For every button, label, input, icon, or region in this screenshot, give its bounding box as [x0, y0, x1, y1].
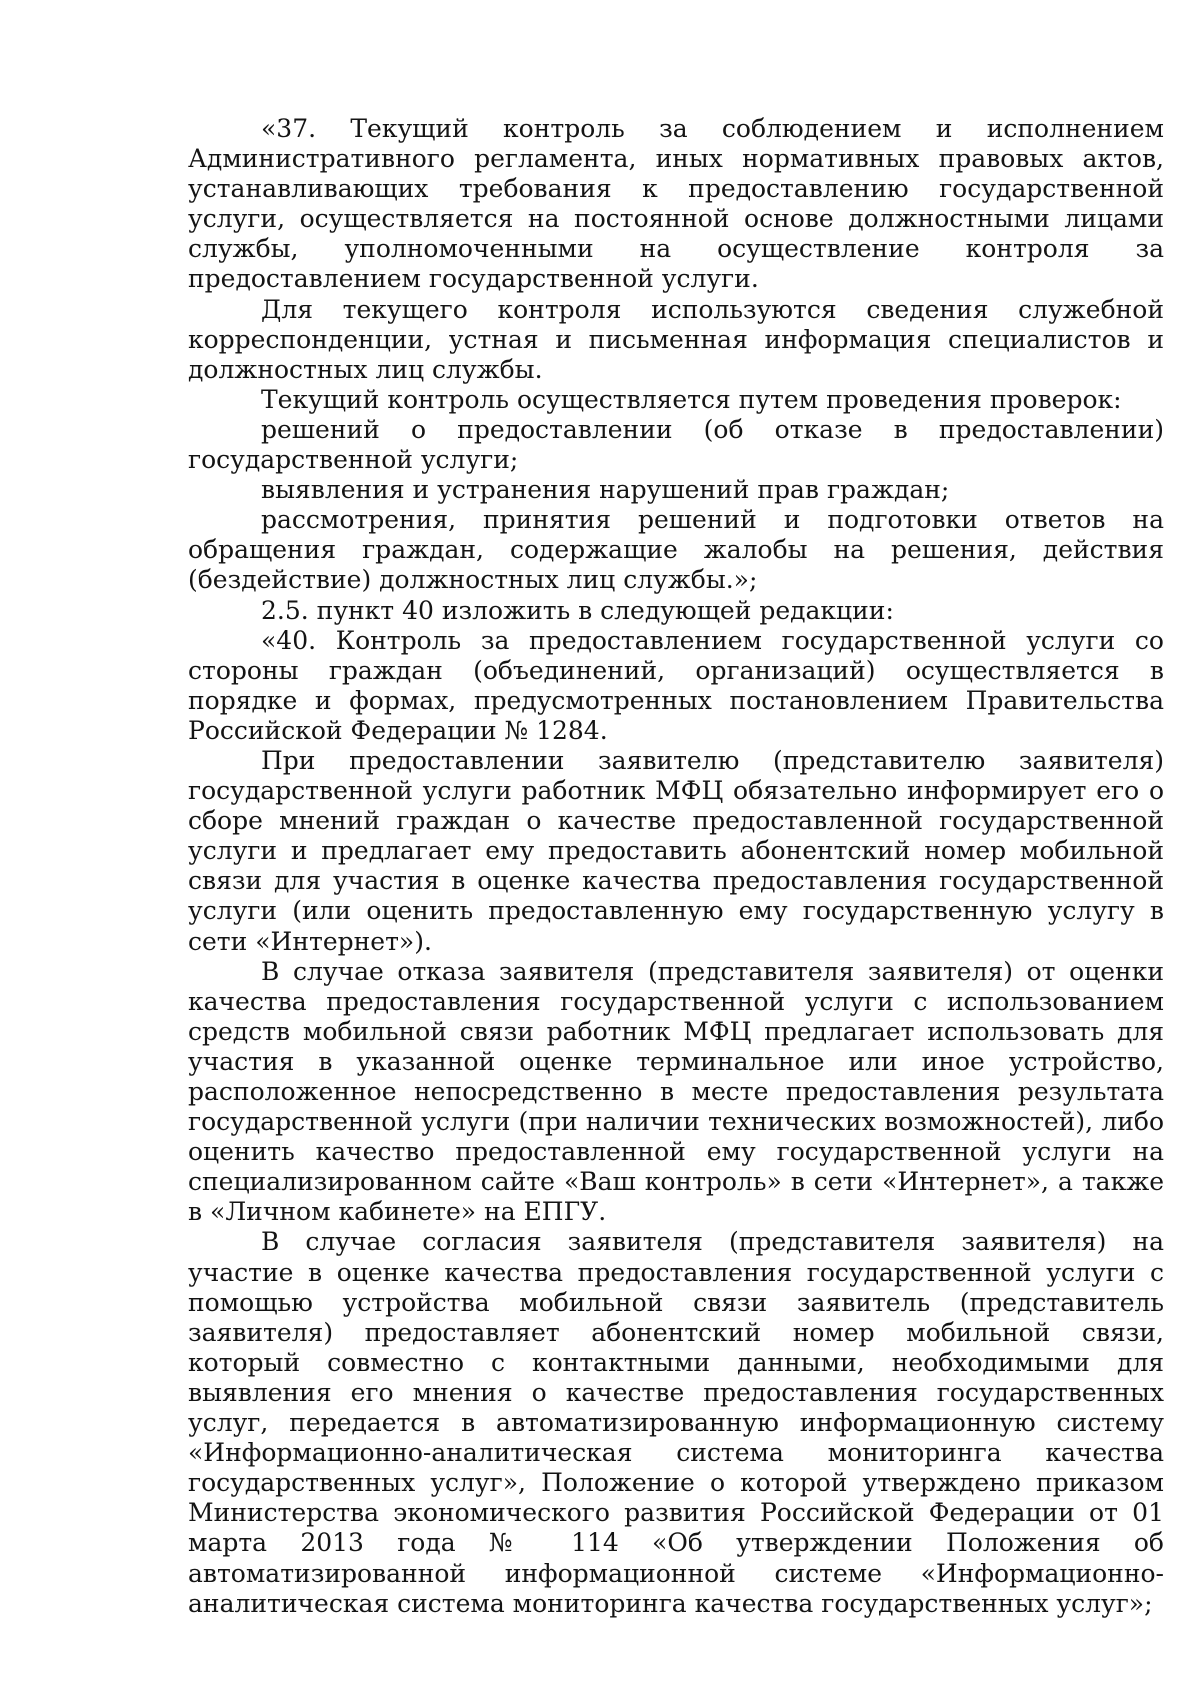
paragraph-check-violations: выявления и устранения нарушений прав граждан; [261, 475, 950, 505]
paragraph-current-control-sources: Для текущего контроля используются сведения служебной корреспонденции, устная и письменная информация специалистов и должностных лиц службы. [188, 294, 1164, 384]
paragraph-check-decisions: решений о предоставлении (об отказе в предоставлении) государственной услуги; [188, 414, 1164, 475]
document-page [188, 114, 1164, 1619]
paragraph-consent-case: В случае согласия заявителя (представителя заявителя) на участие в оценке качества предоставления государственной услуги с помощью устройства мобильной связи заявитель (представитель заявителя) предоставляет абонентский номер мобильной связи, который совместно с контактными данными, необходимыми для выявления его мнения о качестве предоставления государственных услуг, передается в автоматизированную информационную систему «Информационно-аналитическая система мониторинга качества государственных услуг», Положение о которой утверждено приказом Министерства экономического развития Российской Федерации от 01 марта 2013 года № 114 «Об утверждении Положения об автоматизированной информационной системе «Информационно-аналитическая система мониторинга качества государственных услуг»; [188, 1227, 1164, 1618]
paragraph-check-appeals: рассмотрения, принятия решений и подготовки ответов на обращения граждан, содержащие жалобы на решения, действия (бездействие) должностных лиц службы.»; [188, 505, 1164, 595]
paragraph-mfc-survey: При предоставлении заявителю (представителю заявителя) государственной услуги работник МФЦ обязательно информирует его о сборе мнений граждан о качестве предоставленной государственной услуги и предлагает ему предоставить абонентский номер мобильной связи для участия в оценке качества предоставления государственной услуги (или оценить предоставленную ему государственную услугу в сети «Интернет»). [188, 745, 1164, 956]
paragraph-item-37: «37. Текущий контроль за соблюдением и исполнением Административного регламента, иных нормативных правовых актов, устанавливающих требования к предоставлению государственной услуги, осуществляется на постоянной основе должностными лицами службы, уполномоченными на осуществление контроля за предоставлением государственной услуги. [188, 114, 1164, 294]
paragraph-amendment-2-5: 2.5. пункт 40 изложить в следующей редакции: [261, 595, 894, 625]
paragraph-item-40: «40. Контроль за предоставлением государственной услуги со стороны граждан (объединений, организаций) осуществляется в порядке и формах, предусмотренных постановлением Правительства Российской Федерации № 1284. [188, 625, 1164, 745]
paragraph-refusal-case: В случае отказа заявителя (представителя заявителя) от оценки качества предоставления государственной услуги с использованием средств мобильной связи работник МФЦ предлагает использовать для участия в указанной оценке терминальное или иное устройство, расположенное непосредственно в месте предоставления результата государственной услуги (при наличии технических возможностей), либо оценить качество предоставленной ему государственной услуги на специализированном сайте «Ваш контроль» в сети «Интернет», а также в «Личном кабинете» на ЕПГУ. [188, 956, 1164, 1227]
paragraph-checks-intro: Текущий контроль осуществляется путем проведения проверок: [261, 384, 1122, 414]
